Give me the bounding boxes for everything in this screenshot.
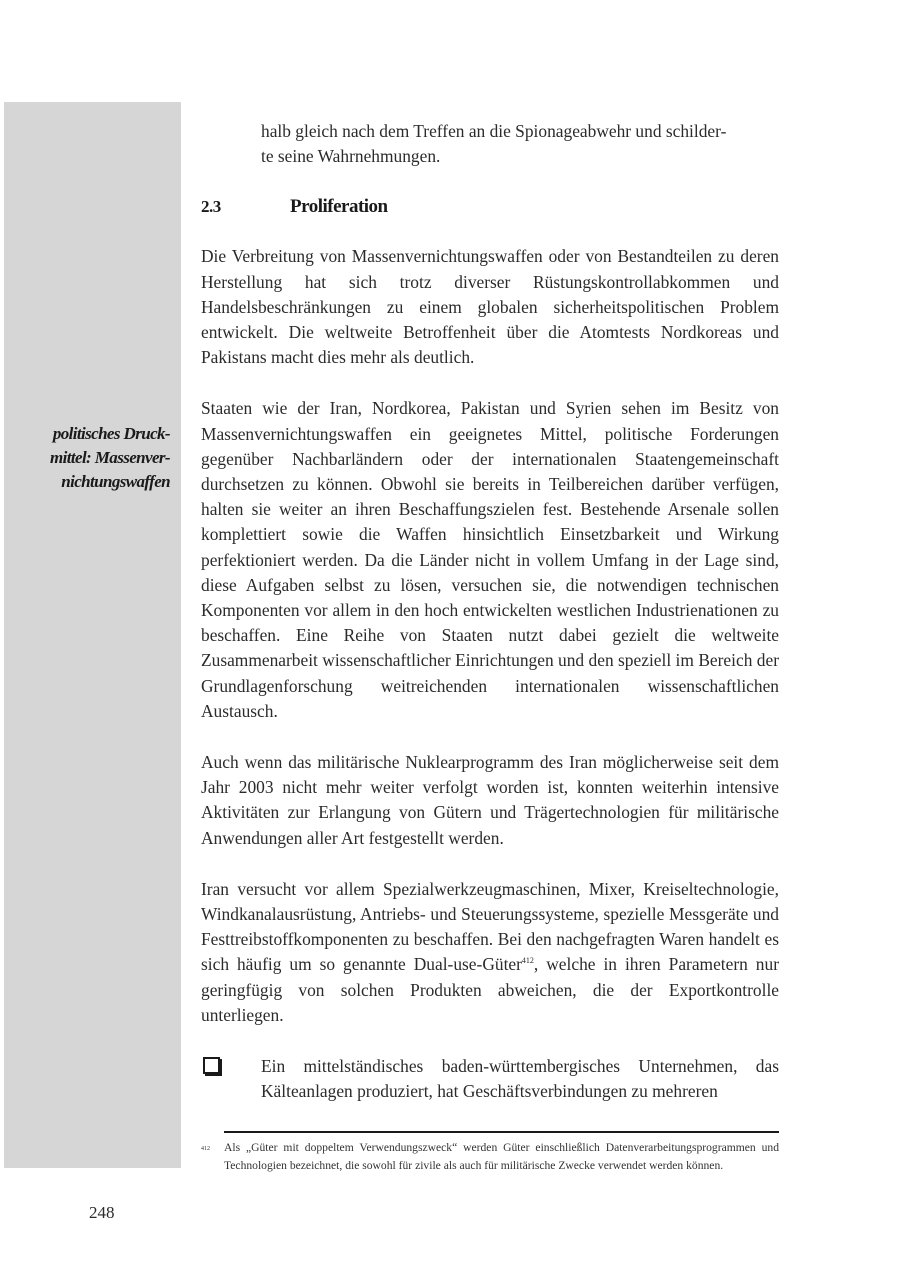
footnote (201, 1139, 779, 1174)
paragraph-text: , welche in ihren Parametern nur geringfügig von solchen Produkten abweichen, die der Exportkontrolle unterliegen. (201, 954, 779, 1025)
margin-sidebar (4, 102, 181, 1168)
bullet-text: Ein mittelständisches baden-württembergisches Unternehmen, das Kälteanlagen produziert, hat Geschäftsverbindungen zu mehreren (261, 1056, 779, 1102)
paragraph: Auch wenn das militärische Nuklearprogramm des Iran möglicherweise seit dem Jahr 2003 nicht mehr weiter verfolgt worden ist, konnten weiterhin intensive Aktivitäten zur Erlangung von Gütern und Trägertechnologien für militärische Anwendungen aller Art festgestellt werden. (201, 752, 779, 848)
footnote-text: Als „Güter mit doppeltem Verwendungszweck“ werden Güter einschließlich Datenverarbeitungsprogrammen und Technologien bezeichnet, die sowohl für zivile als auch für militärische Zwecke verwendet werden können. (224, 1141, 779, 1172)
footnote-rule (224, 1131, 779, 1133)
main-text (201, 119, 779, 1105)
section-title: Proliferation (290, 196, 388, 218)
paragraph-text: Iran versucht vor allem Spezialwerkzeugmaschinen, Mixer, Kreiseltechnologie, Windkanalausrüstung, Antriebs- und Steuerungssysteme, spezielle Messgeräte und Festtreibstoffkomponenten zu beschaffen. Bei den nachgefragten Waren handelt es sich häufig um so genannte Dual-use-Güter (201, 878, 779, 975)
paragraph: Staaten wie der Iran, Nordkorea, Pakistan und Syrien sehen im Besitz von Massenvernichtungswaffen ein geeignetes Mittel, politische Forderungen gegenüber Nachbarländern oder der internationalen Staatengemeinschaft durchsetzen zu können. Obwohl sie bereits in Teilbereichen darüber verfügen, halten sie weiter an ihren Beschaffungszielen fest. Bestehende Arsenale sollen komplettiert sowie die Waffen hinsichtlich Einsetzbarkeit und Wirkung perfektioniert werden. Da die Länder nicht in vollem Umfang in der Lage sind, diese Aufgaben selbst zu lösen, versuchen sie, die notwendigen technischen Komponenten vor allem in den hoch entwickelten westlichen Industrienationen zu beschaffen. Eine Reihe von Staaten nutzt dabei gezielt die weltweite Zusammenarbeit wissenschaftlicher Einrichtungen und den speziell im Bereich der Grundlagenforschung weitreichenden internationalen wissenschaftlichen Austausch. (201, 398, 779, 721)
intro-continuation (201, 119, 779, 169)
intro-line: te seine Wahrnehmungen. (261, 146, 441, 167)
margin-note-line: nichtungswaffen (61, 472, 170, 491)
footnote-reference: 412 (521, 956, 534, 966)
paragraph: Die Verbreitung von Massenvernichtungswaffen oder von Bestandteilen zu deren Herstellung hat sich trotz diverser Rüstungskontrollabkommen und Handelsbeschränkungen zu einem globalen sicherheitspolitischen Problem entwickelt. Die weltweite Betroffenheit über die Atomtests Nordkoreas und Pakistans macht dies mehr als deutlich. (201, 246, 779, 368)
page-number: 248 (89, 1203, 115, 1222)
margin-note (14, 422, 170, 494)
intro-line: halb gleich nach dem Treffen an die Spionageabwehr und schilder- (261, 121, 727, 141)
section-heading (201, 196, 779, 218)
margin-note-line: mittel: Massenver- (50, 448, 170, 467)
bullet-item (201, 1054, 779, 1104)
footnote-number: 412 (201, 1146, 210, 1152)
checkbox-bullet-icon (203, 1057, 220, 1074)
margin-note-line: politisches Druck- (52, 424, 170, 443)
paragraph (201, 877, 779, 1028)
section-number: 2.3 (201, 197, 221, 217)
